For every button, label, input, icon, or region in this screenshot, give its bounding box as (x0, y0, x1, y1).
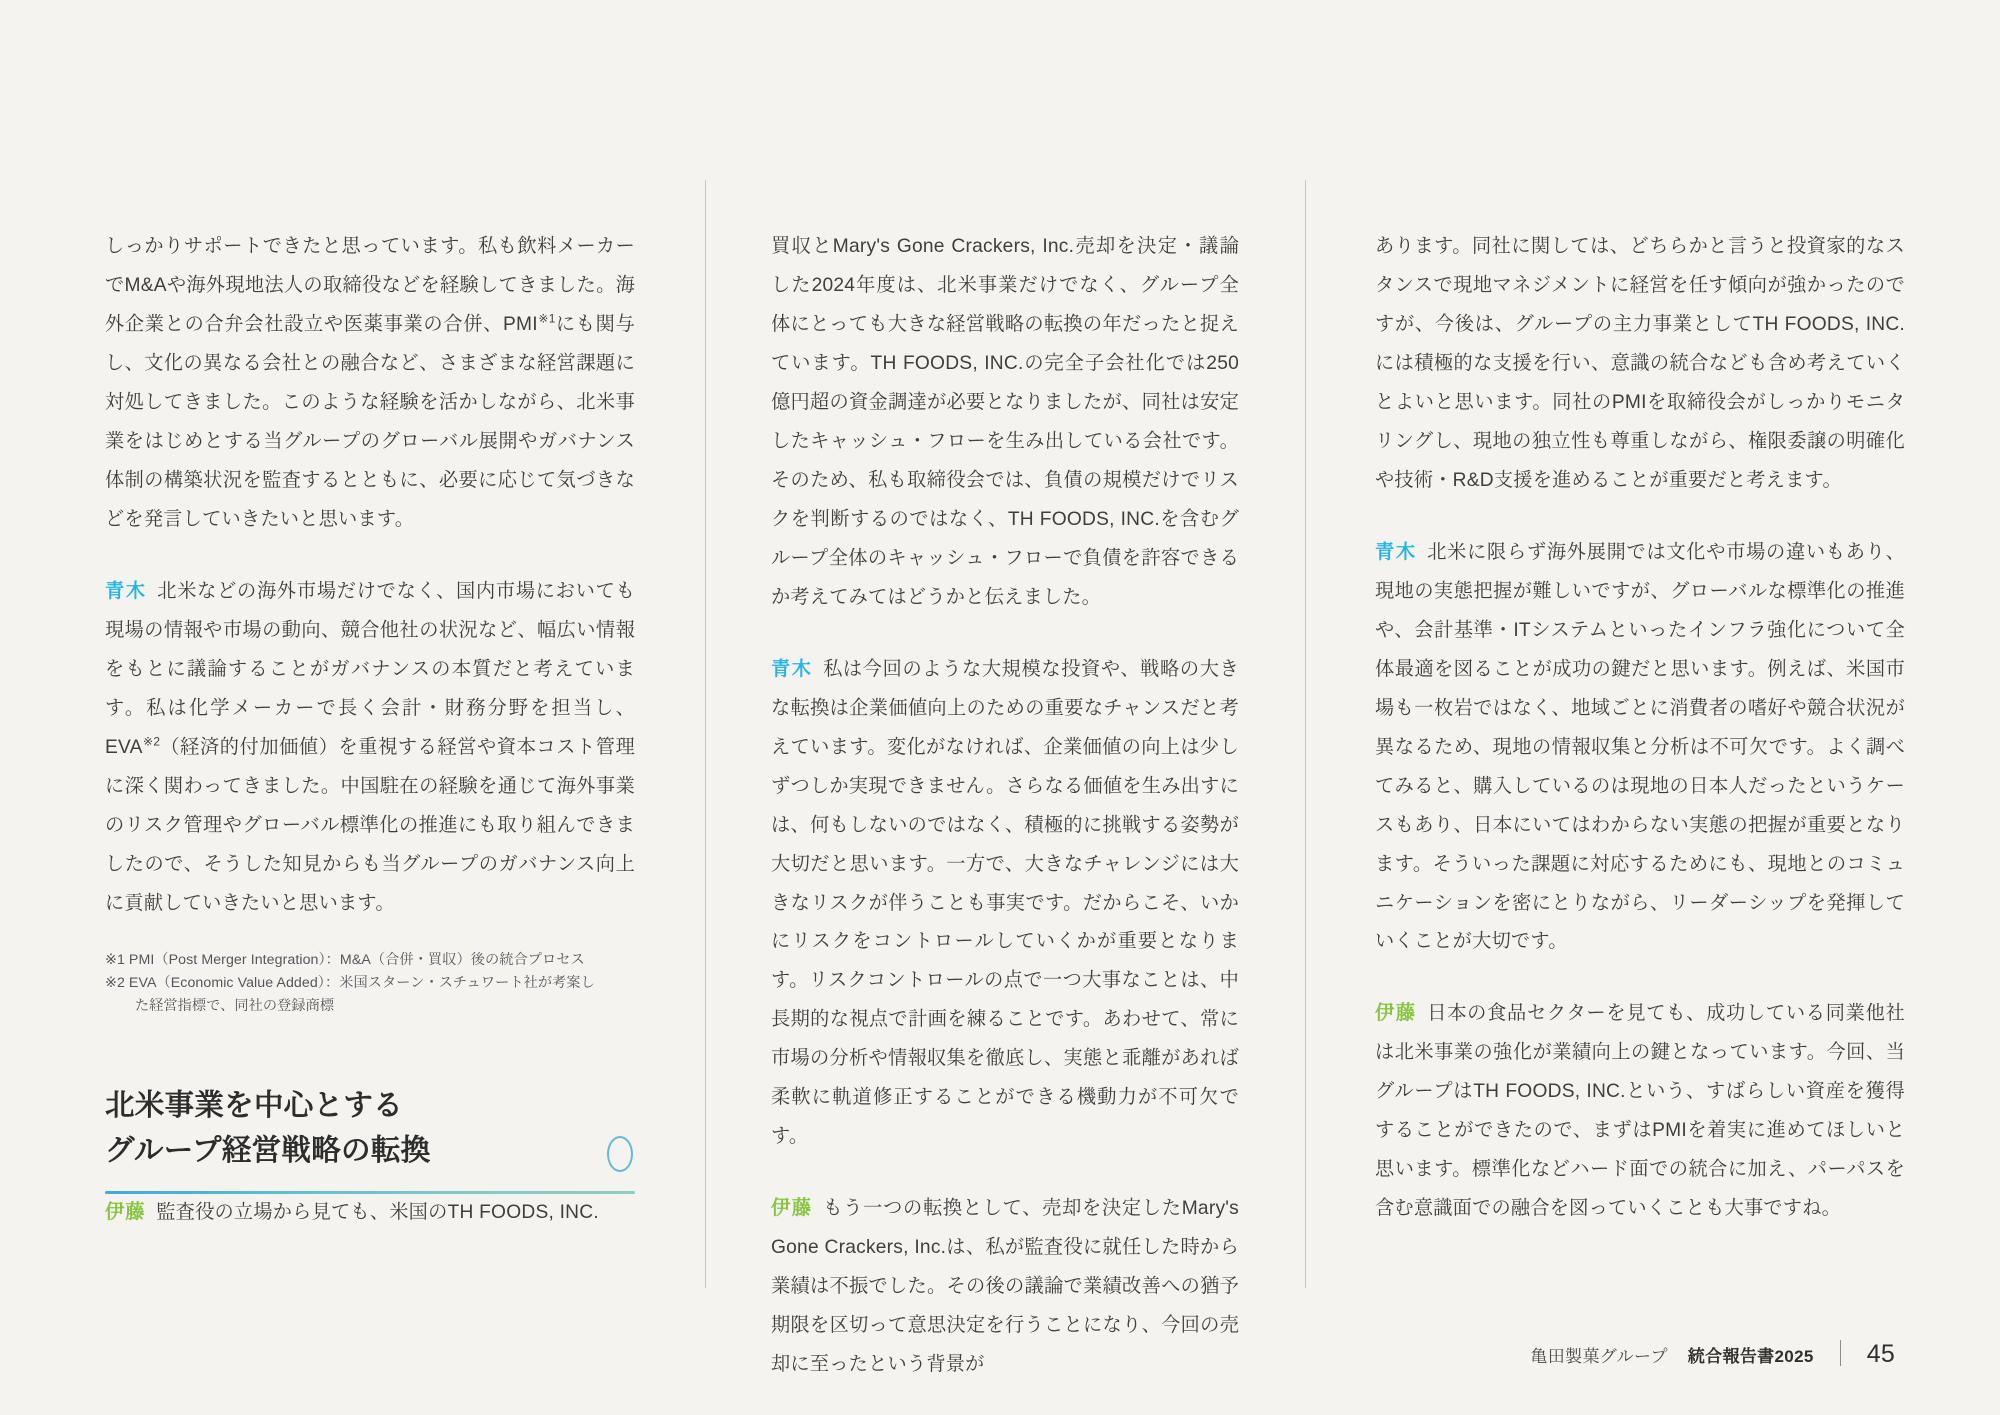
section-heading (105, 1084, 635, 1174)
paragraph-text: 監査役の立場から見ても、米国のTH FOODS, INC. (156, 1202, 599, 1224)
paragraph (1375, 995, 1905, 1229)
footer-divider (1840, 1340, 1841, 1366)
paragraph-text: もう一つの転換として、売却を決定したMary's Gone Crackers, Inc.は、私が監査役に就任した時から業績は不振でした。その後の議論で業績改善への猶予期限を区切って意思決定を行うことになり、今回の売却に至ったという背景が (771, 1198, 1239, 1376)
section-heading-line1: 北米事業を中心とする (105, 1089, 403, 1123)
speaker-name-ito: 伊藤 (105, 1202, 146, 1224)
paragraph (771, 1190, 1239, 1385)
paragraph (1375, 534, 1905, 963)
column-right (1305, 228, 1905, 1288)
speaker-name-ito: 伊藤 (1375, 1003, 1417, 1025)
paragraph (105, 573, 635, 924)
heading-underline-rule (105, 1191, 635, 1194)
paragraph-text-continued: （経済的付加価値）を重視する経営や資本コスト管理に深く関わってきました。中国駐在の経験を通じて海外事業のリスク管理やグローバル標準化の推進にも取り組んできましたので、そうした知見からも当グループのガバナンス向上に貢献していきたいと思います。 (105, 736, 635, 914)
paragraph-text-continued: にも関与し、文化の異なる会社との融合など、さまざまな経営課題に対処してきました。このような経験を活かしながら、北米事業をはじめとする当グループのグローバル展開やガバナンス体制の構築状況を監査するとともに、必要に応じて気づきなどを発言していきたいと思います。 (105, 313, 635, 530)
paragraph (105, 228, 635, 540)
footnotes-block (105, 949, 635, 1018)
section-heading-block (105, 1084, 635, 1194)
paragraph-text: 北米などの海外市場だけでなく、国内市場においても現場の情報や市場の動向、競合他社の状況など、幅広い情報をもとに議論することがガバナンスの本質だと考えています。私は化学メーカーで長く会計・財務分野を担当し、EVA (105, 580, 635, 758)
paragraph-text: しっかりサポートできたと思っています。私も飲料メーカーでM&Aや海外現地法人の取締役などを経験してきました。海外企業との合弁会社設立や医薬事業の合併、PMI (105, 236, 635, 335)
footer-brand: 亀田製菓グループ (1530, 1347, 1668, 1366)
paragraph-text: あります。同社に関しては、どちらかと言うと投資家的なスタンスで現地マネジメントに経営を任す傾向が強かったのですが、今後は、グループの主力事業としてTH FOODS, INC.には積極的な支援を行い、意識の統合なども含め考えていくとよいと思います。同社のPMIを取締役会がしっかりモニタリングし、現地の独立性も尊重しながら、権限委譲の明確化や技術・R&D支援を進めることが重要だと考えます。 (1375, 236, 1905, 491)
paragraph (1375, 228, 1905, 501)
circle-decoration-icon (607, 1136, 633, 1172)
paragraph-text: 日本の食品セクターを見ても、成功している同業他社は北米事業の強化が業績向上の鍵となっています。今回、当グループはTH FOODS, INC.という、すばらしい資産を獲得することができたので、まずはPMIを着実に進めてほしいと思います。標準化などハード面での統合に加え、パーパスを含む意識面での融合を図っていくことも大事ですね。 (1375, 1003, 1905, 1220)
paragraph-text: 買収とMary's Gone Crackers, Inc.売却を決定・議論した2024年度は、北米事業だけでなく、グループ全体にとっても大きな経営戦略の転換の年だったと捉えています。TH FOODS, INC.の完全子会社化では250億円超の資金調達が必要となりましたが、同社は安定したキャッシュ・フローを生み出している会社です。そのため、私も取締役会では、負債の規模だけでリスクを判断するのではなく、TH FOODS, INC.を含むグループ全体のキャッシュ・フローで負債を許容できるか考えてみてはどうかと伝えました。 (771, 236, 1239, 608)
footnote-item: ※2 EVA（Economic Value Added）：米国スターン・スチュワート社が考案し (105, 975, 595, 992)
speaker-name-ito: 伊藤 (771, 1198, 813, 1220)
paragraph (105, 1194, 635, 1233)
footnote-marker: ※2 (142, 734, 160, 749)
page-footer (1530, 1336, 1895, 1369)
footnote-marker: ※1 (537, 311, 556, 326)
paragraph (771, 228, 1239, 618)
footnote-item: ※1 PMI（Post Merger Integration）：M&A（合併・買収）後の統合プロセス (105, 952, 585, 969)
footnote-item-continued: た経営指標で、同社の登録商標 (134, 998, 335, 1015)
column-left (105, 228, 705, 1288)
paragraph (771, 651, 1239, 1158)
column-middle (705, 228, 1305, 1376)
speaker-name-aoki: 青木 (771, 658, 813, 680)
paragraph-text: 北米に限らず海外展開では文化や市場の違いもあり、現地の実態把握が難しいですが、グローバルな標準化の推進や、会計基準・ITシステムといったインフラ強化について全体最適を図ることが成功の鍵だと思います。例えば、米国市場も一枚岩ではなく、地域ごとに消費者の嗜好や競合状況が異なるため、現地の情報収集と分析は不可欠です。よく調べてみると、購入しているのは現地の日本人だったというケースもあり、日本にいてはわからない実態の把握が重要となります。そういった課題に対応するためにも、現地とのコミュニケーションを密にとりながら、リーダーシップを発揮していくことが大切です。 (1375, 541, 1905, 953)
footer-report-title: 統合報告書2025 (1687, 1347, 1814, 1366)
section-heading-line2: グループ経営戦略の転換 (105, 1134, 431, 1168)
speaker-name-aoki: 青木 (105, 580, 147, 602)
speaker-name-aoki: 青木 (1375, 541, 1417, 563)
page-number: 45 (1866, 1340, 1895, 1368)
paragraph-text: 私は今回のような大規模な投資や、戦略の大きな転換は企業価値向上のための重要なチャンスだと考えています。変化がなければ、企業価値の向上は少しずつしか実現できません。さらなる価値を生み出すには、何もしないのではなく、積極的に挑戦する姿勢が大切だと思います。一方で、大きなチャレンジには大きなリスクが伴うことも事実です。だからこそ、いかにリスクをコントロールしていくかが重要となります。リスクコントロールの点で一つ大事なことは、中長期的な視点で計画を練ることです。あわせて、常に市場の分析や情報収集を徹底し、実態と乖離があれば柔軟に軌道修正することができる機動力が不可欠です。 (771, 658, 1239, 1148)
